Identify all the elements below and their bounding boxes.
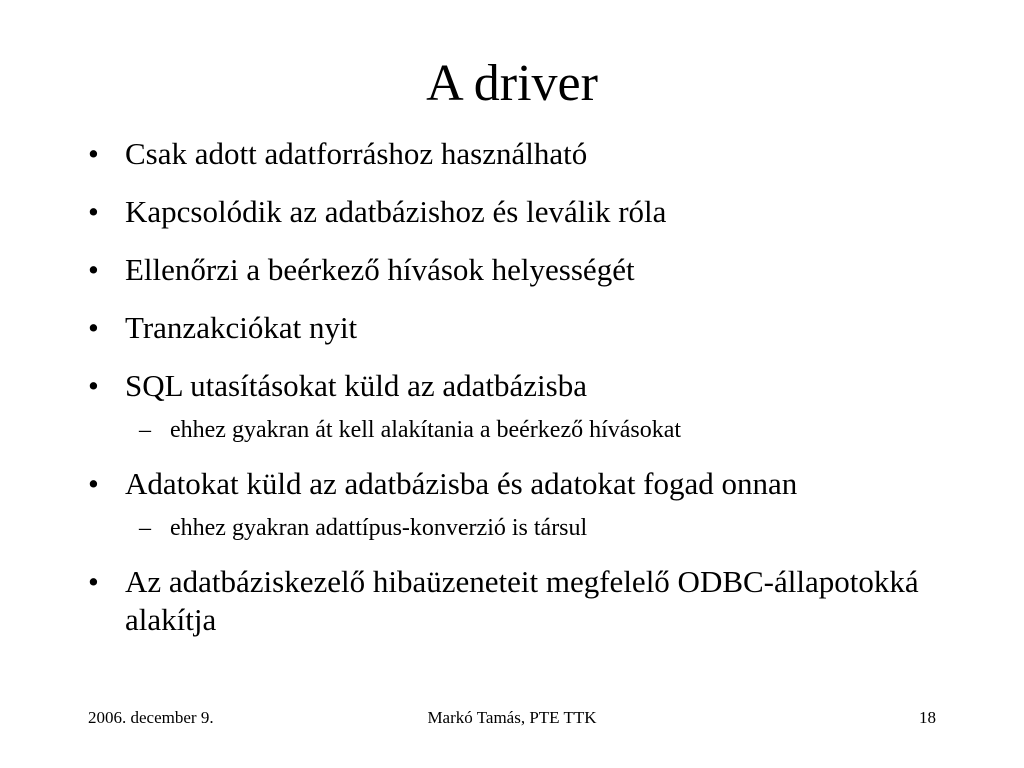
bullet-text: Csak adott adatforráshoz használható (125, 136, 588, 171)
bullet-item (88, 135, 1008, 173)
bullet-icon: • (88, 368, 99, 403)
bullet-text: Tranzakciókat nyit (125, 310, 358, 345)
bullet-icon: • (88, 564, 99, 599)
bullet-text: Az adatbáziskezelő hibaüzeneteit megfelelő ODBC-állapotokká alakítja (125, 564, 919, 637)
footer-date: 2006. december 9. (88, 708, 214, 727)
bullet-item (88, 193, 1008, 231)
bullet-icon: • (88, 136, 99, 171)
bullet-text: SQL utasításokat küld az adatbázisba (125, 368, 587, 403)
page-number: 18 (919, 708, 936, 727)
slide-title: A driver (426, 55, 598, 112)
bullet-item (88, 251, 1008, 289)
bullet-text: Adatokat küld az adatbázisba és adatokat fogad onnan (125, 466, 798, 501)
dash-icon: – (139, 417, 151, 443)
bullet-icon: • (88, 194, 99, 229)
bullet-icon: • (88, 252, 99, 287)
sub-bullet-item (125, 513, 1008, 543)
footer-author: Markó Tamás, PTE TTK (427, 708, 597, 727)
bullet-item (88, 465, 1008, 543)
bullet-icon: • (88, 310, 99, 345)
bullet-text: Kapcsolódik az adatbázishoz és leválik róla (125, 194, 667, 229)
sub-bullet-list (125, 513, 1008, 543)
sub-bullet-item (125, 415, 1008, 445)
bullet-icon: • (88, 466, 99, 501)
sub-bullet-text: ehhez gyakran adattípus-konverzió is társul (170, 515, 588, 541)
dash-icon: – (139, 515, 151, 541)
bullet-text: Ellenőrzi a beérkező hívások helyességét (125, 252, 635, 287)
bullet-item (88, 309, 1008, 347)
bullet-list (88, 135, 1008, 659)
sub-bullet-list (125, 415, 1008, 445)
bullet-item (88, 563, 1008, 639)
sub-bullet-text: ehhez gyakran át kell alakítania a beérkező hívásokat (170, 417, 682, 443)
bullet-item (88, 367, 1008, 445)
